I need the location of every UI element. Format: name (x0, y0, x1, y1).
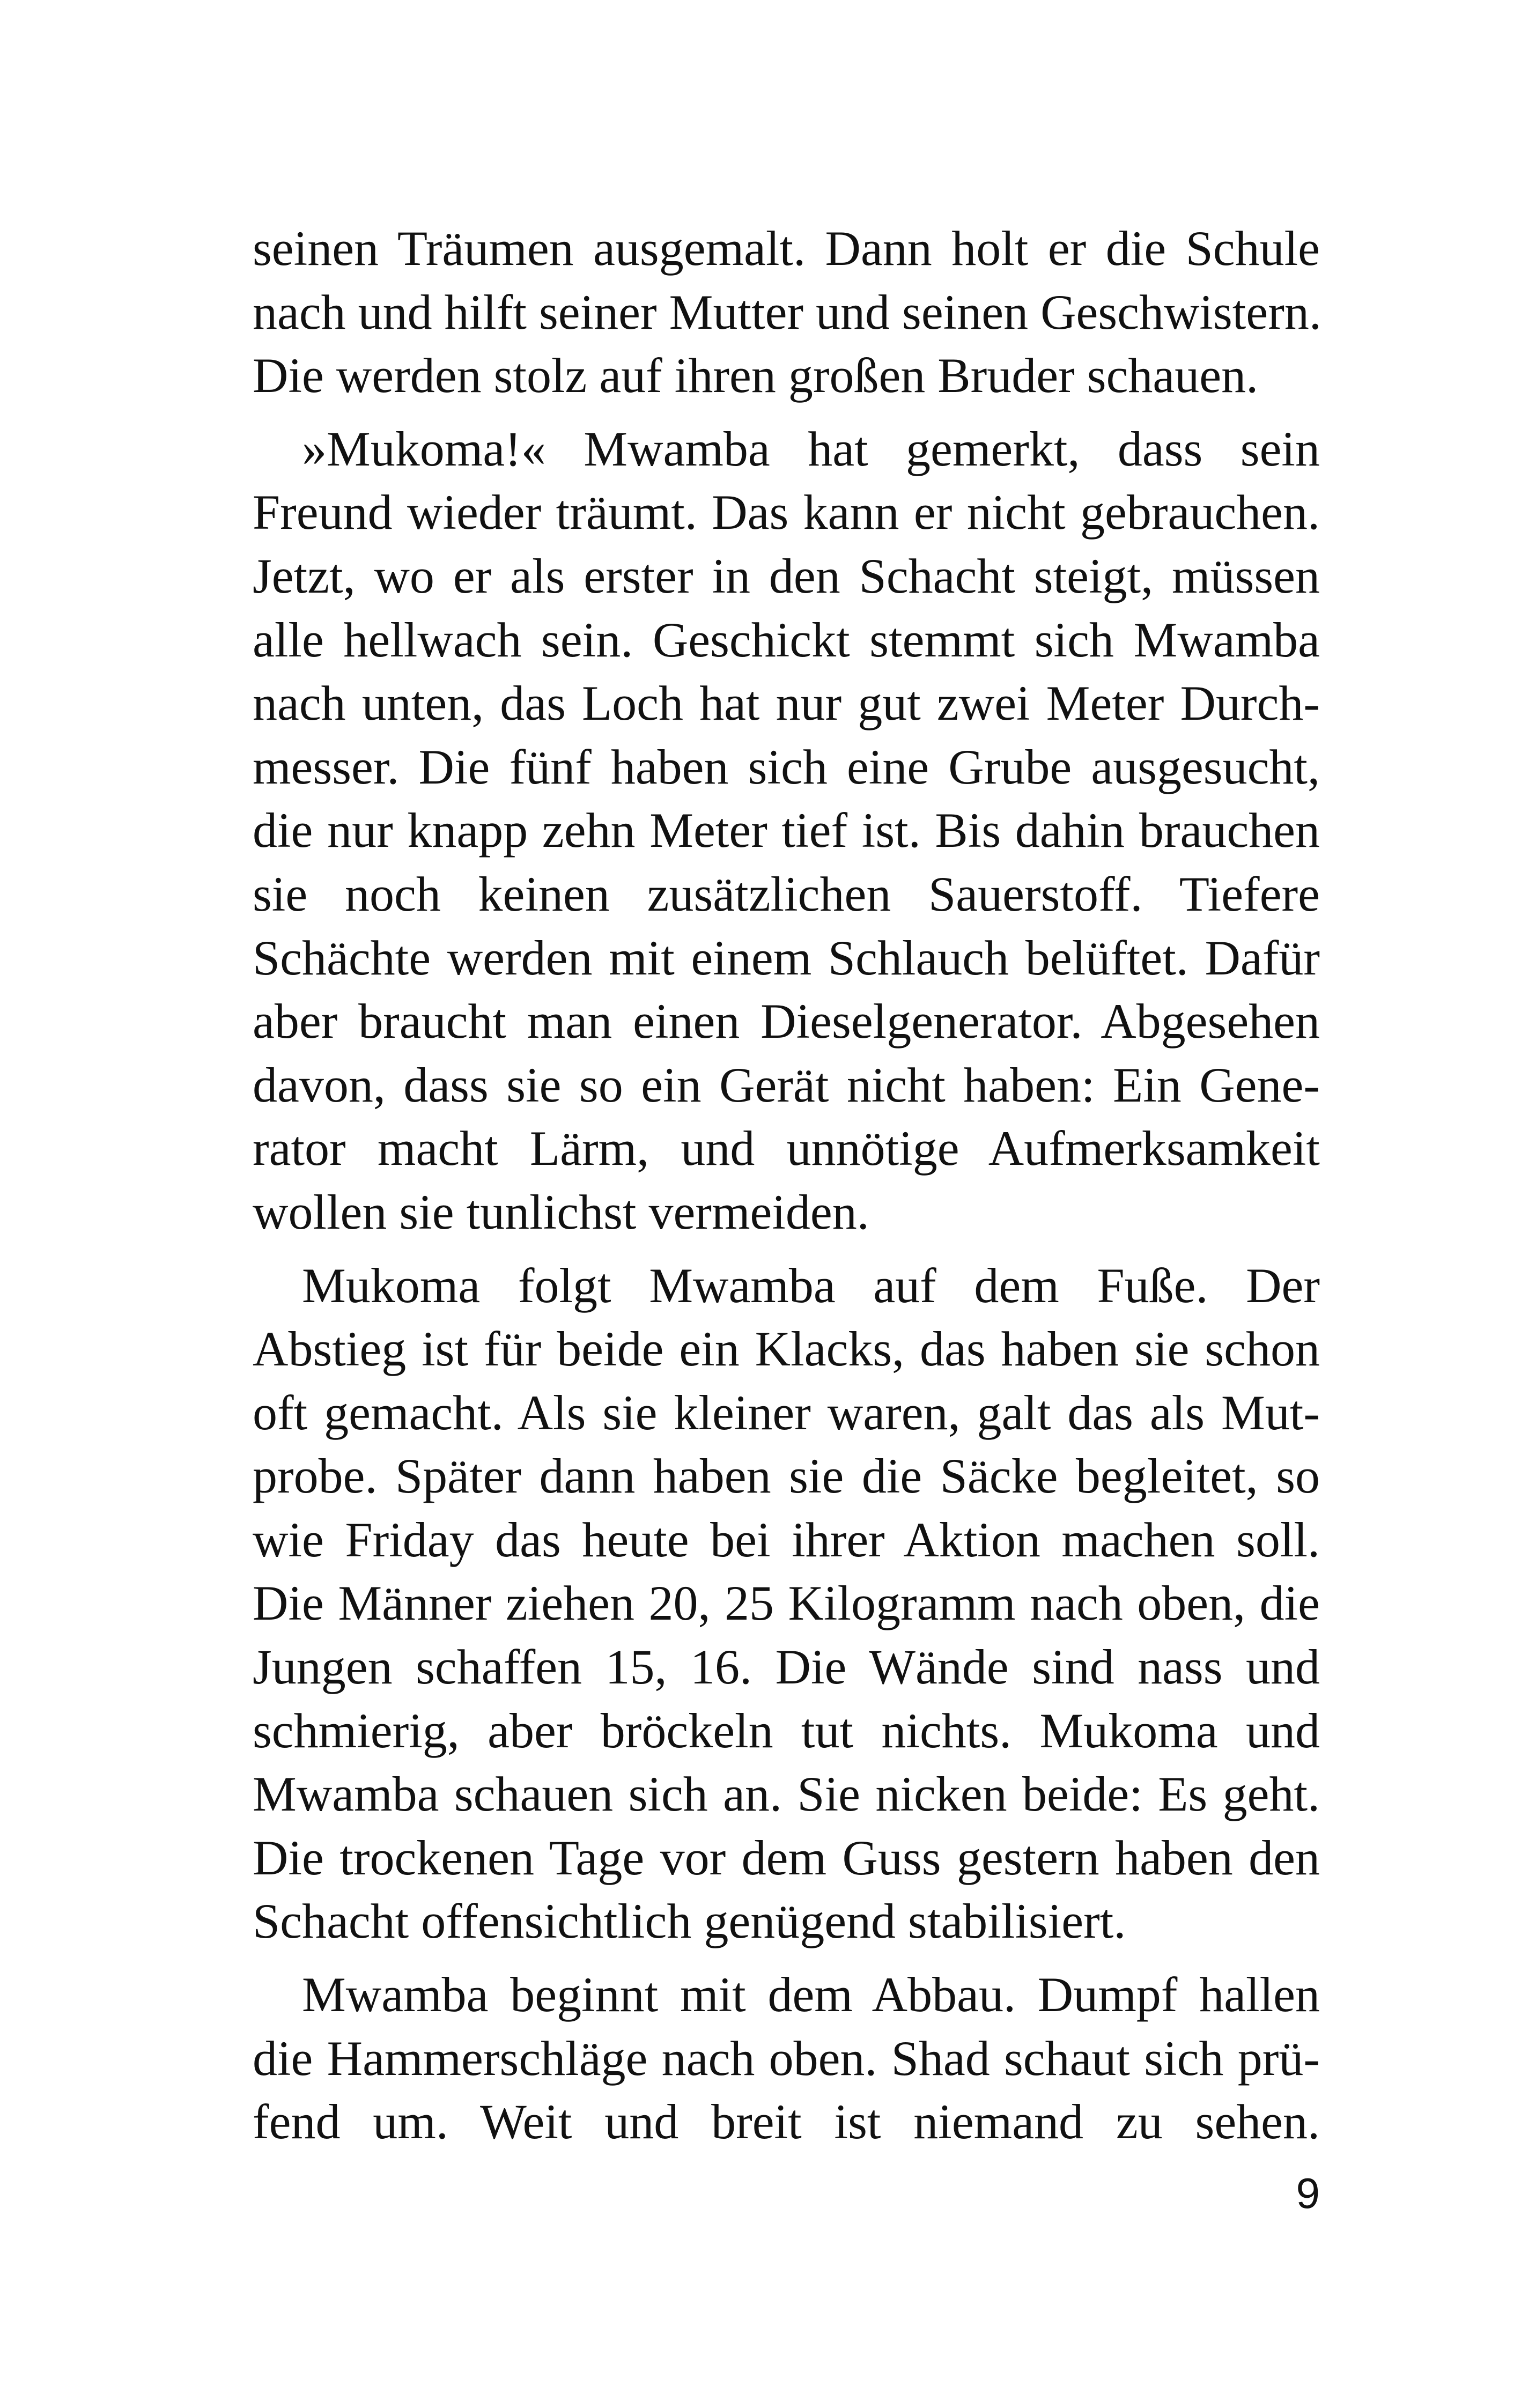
page-number: 9 (1296, 2169, 1320, 2217)
text-line: Die Männer ziehen 20, 25 Kilogramm nach oben, die (253, 1576, 1320, 1631)
text-line: nach unten, das Loch hat nur gut zwei Meter Durch- (253, 676, 1320, 731)
text-line: Mukoma folgt Mwamba auf dem Fuße. Der (302, 1258, 1320, 1313)
text-line: schmierig, aber bröckeln tut nichts. Mukoma und (253, 1703, 1320, 1758)
text-line: Jetzt, wo er als erster in den Schacht steigt, müssen (253, 548, 1320, 603)
text-line: Die werden stolz auf ihren großen Bruder schauen. (253, 348, 1259, 403)
text-line: Mwamba beginnt mit dem Abbau. Dumpf hallen (302, 1967, 1320, 2022)
text-line: seinen Träumen ausgemalt. Dann holt er die Schule (253, 221, 1320, 276)
text-line: »Mukoma!« Mwamba hat gemerkt, dass sein (302, 421, 1320, 476)
text-line: Schacht offensichtlich genügend stabilisiert. (253, 1894, 1126, 1949)
text-line: aber braucht man einen Dieselgenerator. Abgesehen (253, 994, 1320, 1049)
text-line: Schächte werden mit einem Schlauch belüftet. Dafür (253, 930, 1320, 985)
text-line: die nur knapp zehn Meter tief ist. Bis dahin brauchen (253, 803, 1320, 858)
text-line: Freund wieder träumt. Das kann er nicht gebrauchen. (253, 485, 1320, 540)
text-line: Mwamba schauen sich an. Sie nicken beide: Es geht. (253, 1767, 1320, 1822)
text-line: fend um. Weit und breit ist niemand zu sehen. (253, 2094, 1320, 2150)
text-line: oft gemacht. Als sie kleiner waren, galt das als Mut- (253, 1385, 1320, 1440)
text-line: Abstieg ist für beide ein Klacks, das haben sie schon (253, 1321, 1320, 1377)
text-line: wie Friday das heute bei ihrer Aktion machen soll. (253, 1512, 1320, 1567)
text-line: rator macht Lärm, und unnötige Aufmerksamkeit (253, 1121, 1320, 1176)
book-text (253, 217, 1320, 2154)
text-line: alle hellwach sein. Geschickt stemmt sich Mwamba (253, 612, 1320, 667)
text-line: Die trockenen Tage vor dem Guss gestern haben den (253, 1830, 1320, 1885)
text-line: probe. Später dann haben sie die Säcke begleitet, so (253, 1449, 1320, 1504)
text-line: sie noch keinen zusätzlichen Sauerstoff. Tiefere (253, 866, 1320, 921)
text-line: die Hammerschläge nach oben. Shad schaut sich prü- (253, 2030, 1320, 2086)
text-line: Jungen schaffen 15, 16. Die Wände sind nass und (253, 1639, 1320, 1695)
text-line: messer. Die fünf haben sich eine Grube ausgesucht, (253, 739, 1320, 794)
text-line: wollen sie tunlichst vermeiden. (253, 1184, 869, 1239)
text-line: davon, dass sie so ein Gerät nicht haben: Ein Gene- (253, 1057, 1320, 1112)
text-line: nach und hilft seiner Mutter und seinen Geschwistern. (253, 284, 1321, 339)
